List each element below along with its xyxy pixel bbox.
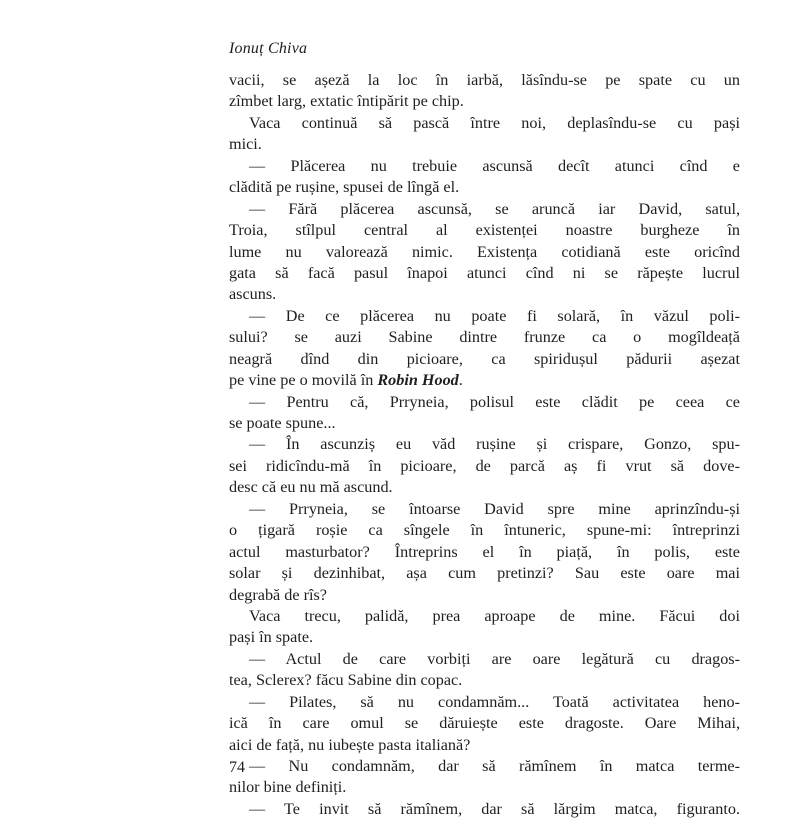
text-line: vacii, se așeză la loc în iarbă, lăsîndu-se pe spate cu un	[229, 71, 740, 89]
text-line: neagră dînd din picioare, ca spiridușul pădurii așezat	[229, 349, 740, 368]
body-text	[229, 70, 740, 820]
text-segment: .	[458, 371, 463, 390]
text-line: mici.	[229, 135, 262, 154]
text-line: sei ridicîndu-mă în picioare, de parcă aș fi vrut să dove-	[229, 456, 740, 475]
page-number: 74	[229, 759, 245, 776]
text-line: ică în care omul se dăruiește este dragoste. Oare Mihai,	[229, 714, 740, 733]
text-line: — Nu condamnăm, dar să rămînem în matca terme-	[249, 757, 740, 775]
text-line: — Actul de care vorbiți are oare legătură cu dragos-	[249, 649, 740, 668]
text-line: Vaca trecu, palidă, prea aproape de mine. Făcui doi	[249, 606, 740, 625]
text-line: Vaca continuă să pască între noi, deplasîndu-se cu pași	[249, 113, 740, 132]
text-line: tea, Sclerex? făcu Sabine din copac.	[229, 671, 463, 690]
text-line: — Fără plăcerea ascunsă, se aruncă iar David, satul,	[249, 199, 740, 218]
text-segment: pe vine pe o movilă în	[229, 371, 378, 390]
running-head-author: Ionuț Chiva	[229, 40, 308, 57]
text-line: nilor bine definiți.	[229, 778, 347, 797]
text-line: — Pilates, să nu condamnăm... Toată activitatea heno-	[249, 692, 740, 711]
text-line: actul masturbator? Întreprins el în piață, în polis, este	[229, 542, 740, 561]
text-line: — Pentru că, Prryneia, polisul este clădit pe ceea ce	[249, 392, 740, 411]
text-line: desc că eu nu mă ascund.	[229, 478, 393, 497]
text-line: — Prryneia, se întoarse David spre mine aprinzîndu-și	[249, 499, 740, 518]
text-line: ascuns.	[229, 285, 277, 304]
text-line: pași în spate.	[229, 628, 314, 647]
text-line: — De ce plăcerea nu poate fi solară, în văzul poli-	[249, 306, 740, 325]
text-line: — Te invit să rămînem, dar să lărgim matca, figuranto.	[249, 799, 740, 818]
text-line: — În ascunziș eu văd rușine și crispare, Gonzo, spu-	[249, 435, 740, 454]
text-line: lume nu valorează nimic. Existența cotidiană este oricînd	[229, 242, 740, 261]
text-line: degrabă de rîs?	[229, 585, 327, 604]
film-title: Robin Hood	[377, 371, 459, 390]
text-line: Troia, stîlpul central al existenței noastre burgheze în	[229, 221, 740, 240]
text-line: gata să facă pasul înapoi atunci cînd ni se răpește lucrul	[229, 263, 740, 282]
text-line: zîmbet larg, extatic întipărit pe chip.	[229, 92, 464, 111]
text-line: solar și dezinhibat, așa cum pretinzi? Sau este oare mai	[229, 564, 740, 583]
text-line: — Plăcerea nu trebuie ascunsă decît atunci cînd e	[249, 156, 740, 175]
text-line: sului? se auzi Sabine dintre frunze ca o mogîldeață	[229, 328, 740, 347]
text-line: aici de față, nu iubește pasta italiană?	[229, 735, 471, 754]
text-line-with-title	[229, 370, 740, 391]
text-line: se poate spune...	[229, 414, 336, 432]
text-line: o țigară roșie ca sîngele în întuneric, spune-mi: întreprinzi	[229, 521, 740, 540]
text-line: clădită pe rușine, spusei de lîngă el.	[229, 178, 460, 197]
